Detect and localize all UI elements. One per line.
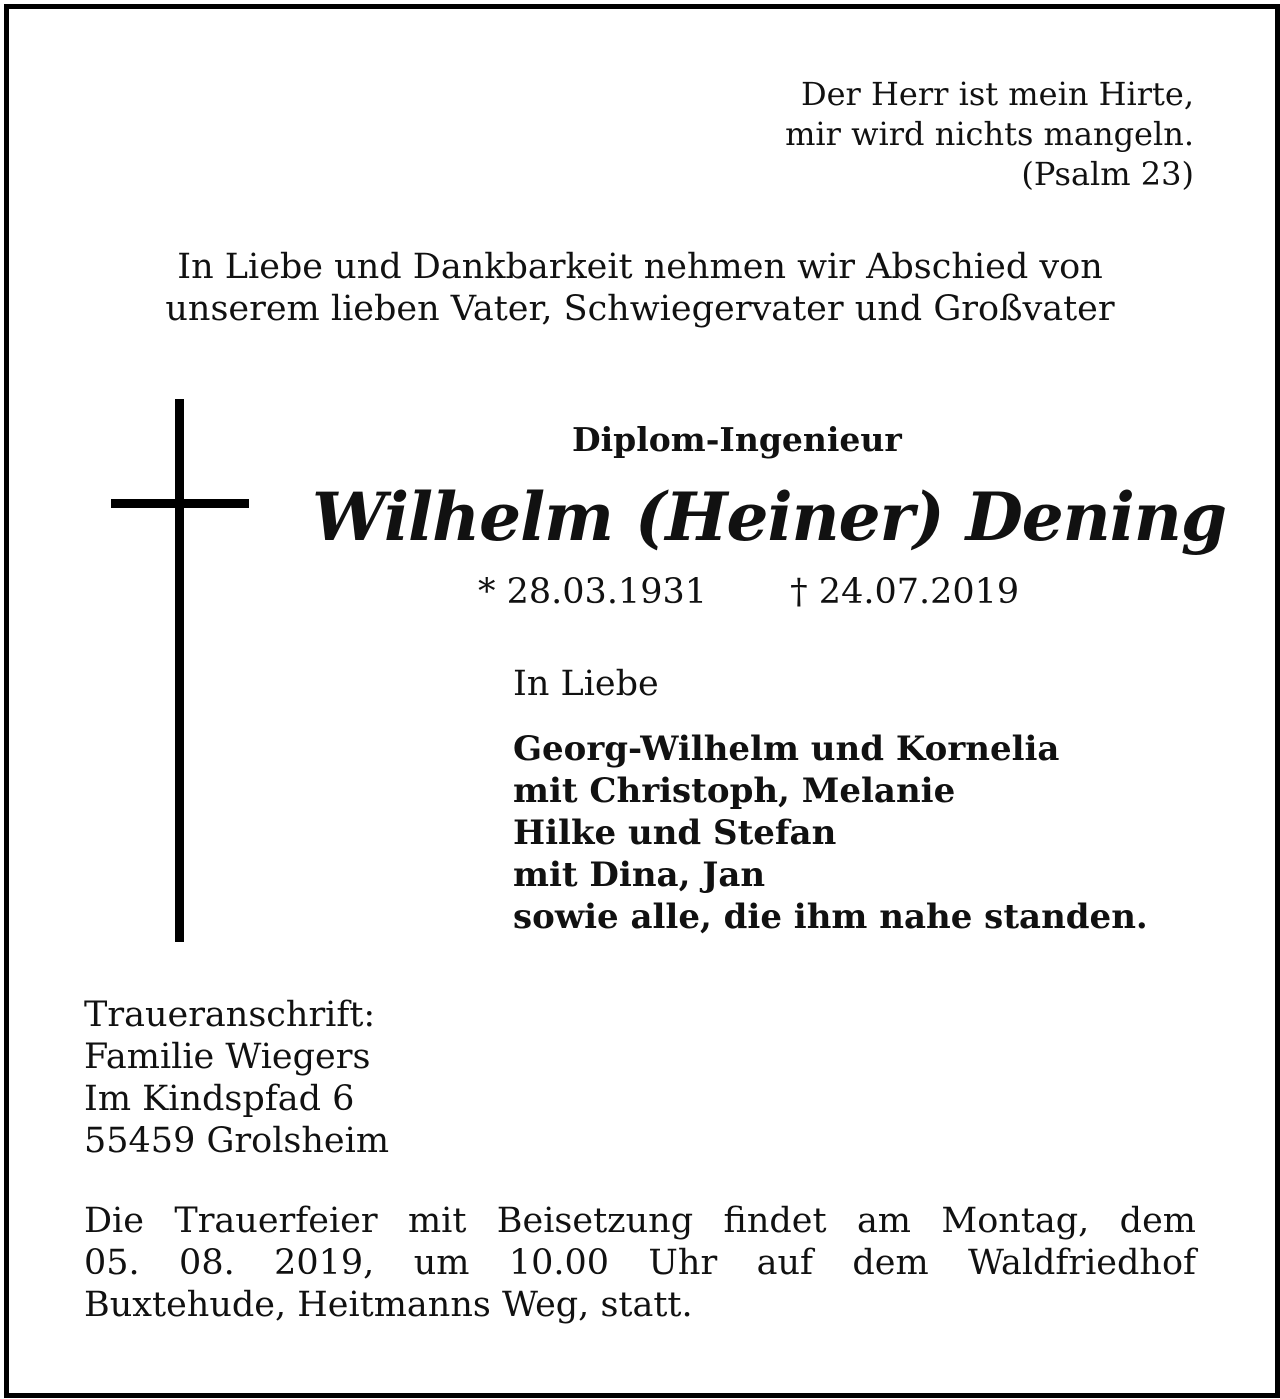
- death-date: † 24.07.2019: [790, 572, 1020, 612]
- ceremony-line: 05. 08. 2019, um 10.00 Uhr auf dem Waldfriedhof: [84, 1243, 1196, 1283]
- ceremony-info: [84, 1200, 1196, 1326]
- address-line: 55459 Grolsheim: [84, 1121, 390, 1161]
- life-dates: [478, 572, 1019, 612]
- mourners-list: [513, 728, 1148, 938]
- mourner-line: mit Christoph, Melanie: [513, 771, 956, 811]
- address-line: Im Kindspfad 6: [84, 1079, 355, 1119]
- deceased-name: Wilhelm (Heiner) Dening: [312, 478, 1226, 556]
- cross-icon-horizontal: [111, 499, 249, 508]
- mourner-line: Georg-Wilhelm und Kornelia: [513, 729, 1060, 769]
- intro-line: In Liebe und Dankbarkeit nehmen wir Abschied von: [177, 247, 1103, 287]
- psalm-reference: (Psalm 23): [1021, 155, 1194, 193]
- psalm-line: Der Herr ist mein Hirte,: [800, 75, 1194, 113]
- deceased-title: Diplom-Ingenieur: [572, 420, 902, 459]
- address-line: Traueranschrift:: [84, 995, 376, 1035]
- mourner-line: Hilke und Stefan: [513, 813, 837, 853]
- ceremony-line: Die Trauerfeier mit Beisetzung findet am Montag, dem: [84, 1201, 1196, 1241]
- mourner-line: mit Dina, Jan: [513, 855, 766, 895]
- mourners-heading: In Liebe: [513, 664, 659, 704]
- mourner-line: sowie alle, die ihm nahe standen.: [513, 897, 1148, 937]
- psalm-line: mir wird nichts mangeln.: [785, 115, 1194, 153]
- address-line: Familie Wiegers: [84, 1037, 371, 1077]
- intro-line: unserem lieben Vater, Schwiegervater und Großvater: [165, 289, 1115, 329]
- mourning-address: [84, 994, 389, 1162]
- intro-text: [0, 246, 1280, 330]
- cross-icon-vertical: [175, 399, 184, 942]
- psalm-quote: [785, 74, 1194, 194]
- birth-date: * 28.03.1931: [478, 572, 708, 612]
- ceremony-line: Buxtehude, Heitmanns Weg, statt.: [84, 1285, 693, 1325]
